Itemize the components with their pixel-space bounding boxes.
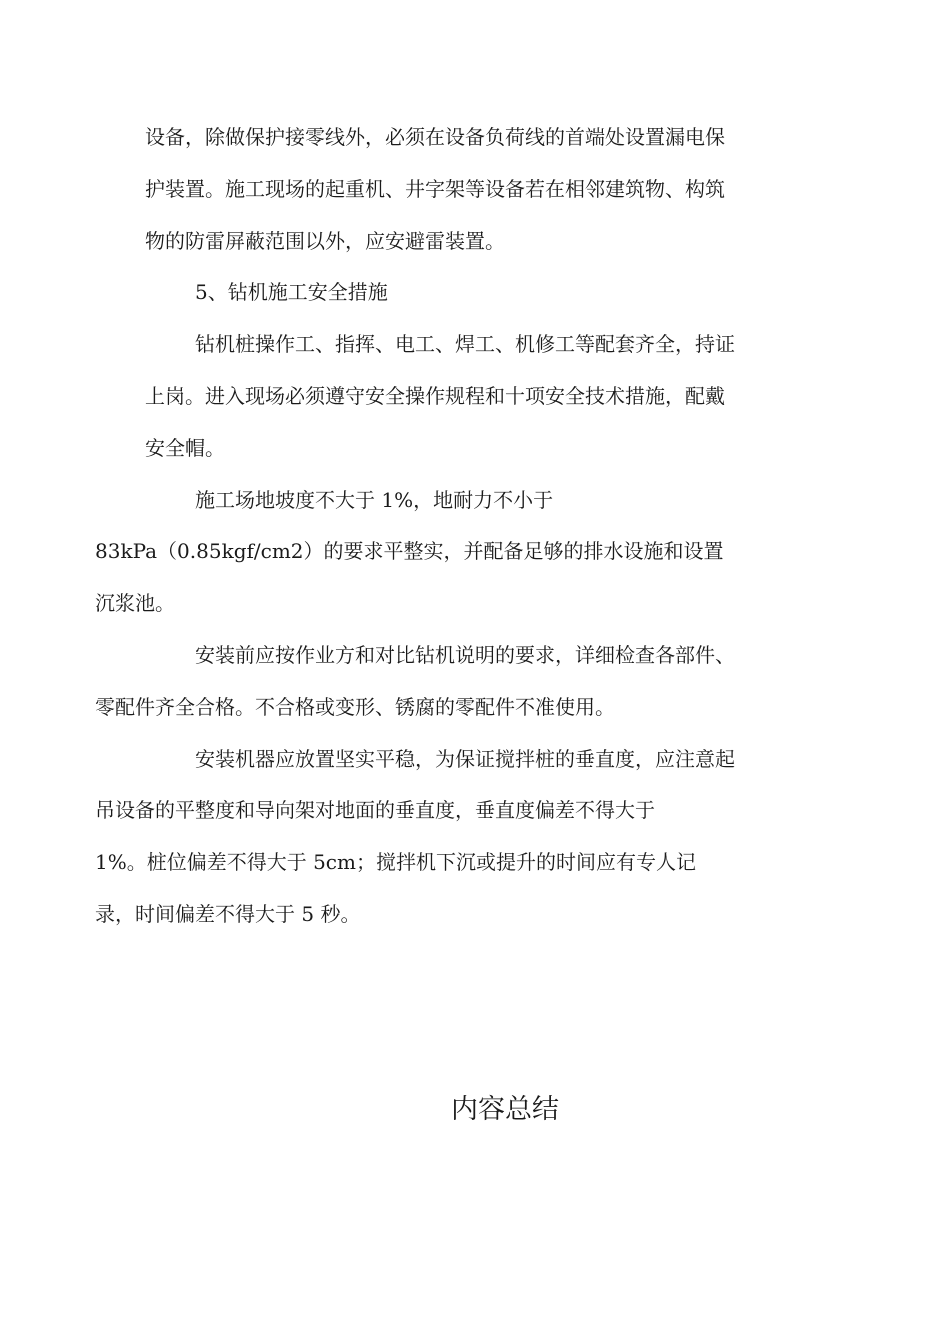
text-line: 沉浆池。 xyxy=(95,591,175,616)
text-line: 钻机桩操作工、指挥、电工、焊工、机修工等配套齐全，持证 xyxy=(195,332,735,357)
text-line: 83kPa（0.85kgf/cm2）的要求平整实，并配备足够的排水设施和设置 xyxy=(95,539,724,564)
text-line: 吊设备的平整度和导向架对地面的垂直度，垂直度偏差不得大于 xyxy=(95,798,655,823)
document-body xyxy=(95,112,810,941)
text-line: 安全帽。 xyxy=(145,435,225,460)
paragraph-equipment-protection xyxy=(145,112,810,267)
text-line: 设备，除做保护接零线外，必须在设备负荷线的首端处设置漏电保 xyxy=(145,125,725,149)
text-line: 1%。桩位偏差不得大于 5cm；搅拌机下沉或提升的时间应有专人记 xyxy=(95,850,696,875)
text-line: 安装机器应放置坚实平稳，为保证搅拌桩的垂直度，应注意起 xyxy=(195,746,735,771)
text-line: 5、钻机施工安全措施 xyxy=(195,280,388,305)
text-line: 安装前应按作业方和对比钻机说明的要求，详细检查各部件、 xyxy=(195,642,735,667)
text-line: 录，时间偏差不得大于 5 秒。 xyxy=(95,901,361,926)
paragraph-installation-check xyxy=(95,630,810,734)
text-line: 零配件齐全合格。不合格或变形、锈腐的零配件不准使用。 xyxy=(95,694,615,719)
paragraph-machine-placement xyxy=(95,734,810,941)
text-line: 上岗。进入现场必须遵守安全操作规程和十项安全技术措施，配戴 xyxy=(145,383,725,408)
text-line: 护装置。施工现场的起重机、井字架等设备若在相邻建筑物、构筑 xyxy=(145,176,725,201)
paragraph-site-requirements xyxy=(95,475,810,630)
text-line: 施工场地坡度不大于 1%，地耐力不小于 xyxy=(195,487,554,512)
paragraph-personnel xyxy=(145,319,810,474)
summary-heading: 内容总结 xyxy=(451,1094,559,1125)
section-heading-drilling-safety xyxy=(145,267,810,319)
text-line: 物的防雷屏蔽范围以外，应安避雷装置。 xyxy=(145,228,505,253)
